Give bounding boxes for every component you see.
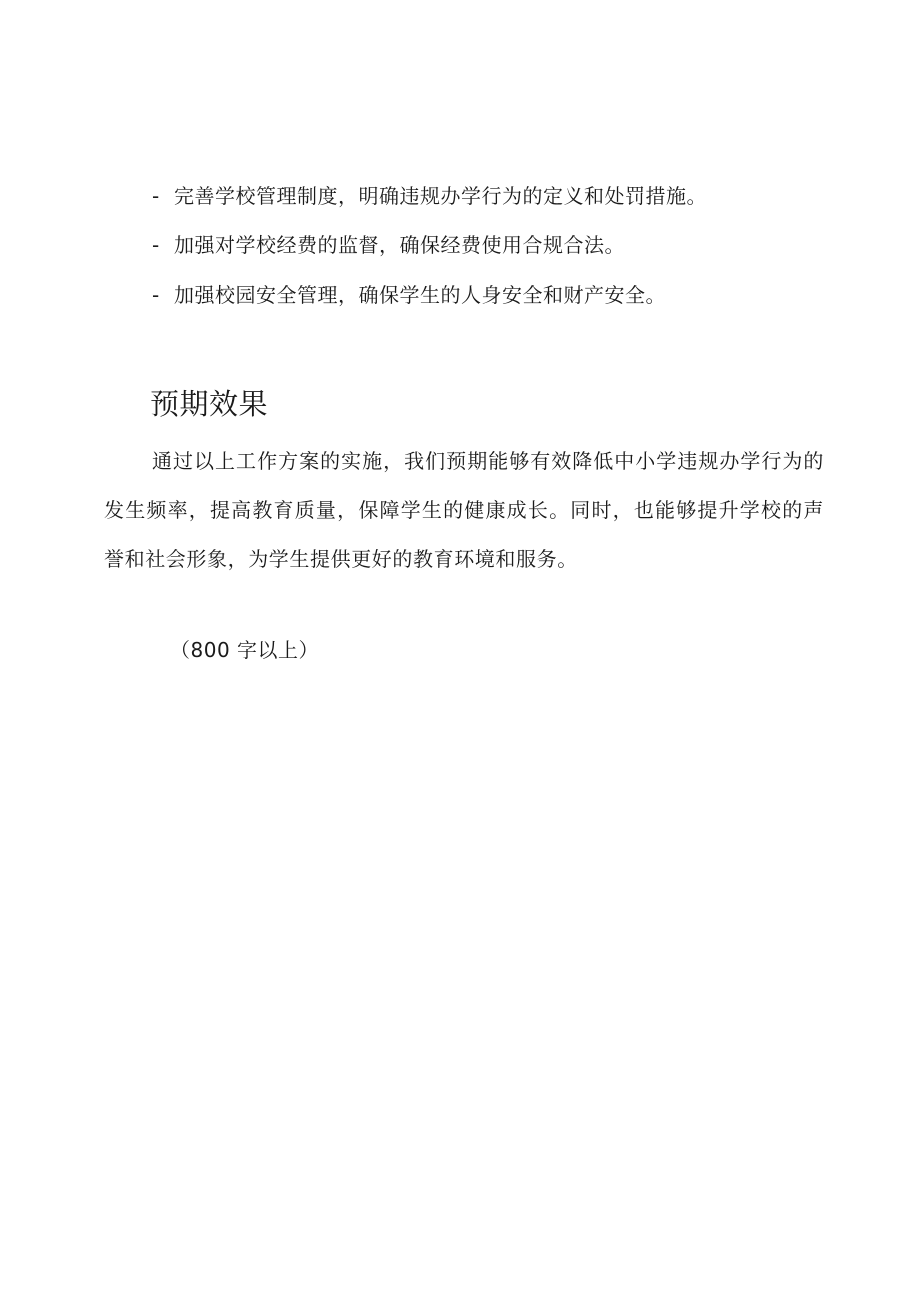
bullet-dash: - xyxy=(152,233,160,257)
measure-item xyxy=(152,281,666,309)
section-heading: 预期效果 xyxy=(150,387,269,421)
measure-item xyxy=(152,231,625,259)
measure-text: 完善学校管理制度，明确违规办学行为的定义和处罚措施。 xyxy=(174,184,707,208)
section-paragraph: 通过以上工作方案的实施，我们预期能够有效降低中小学违规办学行为的发生频率，提高教育质量，保障学生的健康成长。同时，也能够提升学校的声誉和社会形象，为学生提供更好的教育环境和服务。 xyxy=(104,449,824,571)
word-count-note: （800 字以上） xyxy=(170,638,320,662)
measure-text: 加强对学校经费的监督，确保经费使用合规合法。 xyxy=(174,233,625,257)
bullet-dash: - xyxy=(152,283,160,307)
measure-text: 加强校园安全管理，确保学生的人身安全和财产安全。 xyxy=(174,283,666,307)
measure-item xyxy=(152,182,707,210)
bullet-dash: - xyxy=(152,184,160,208)
